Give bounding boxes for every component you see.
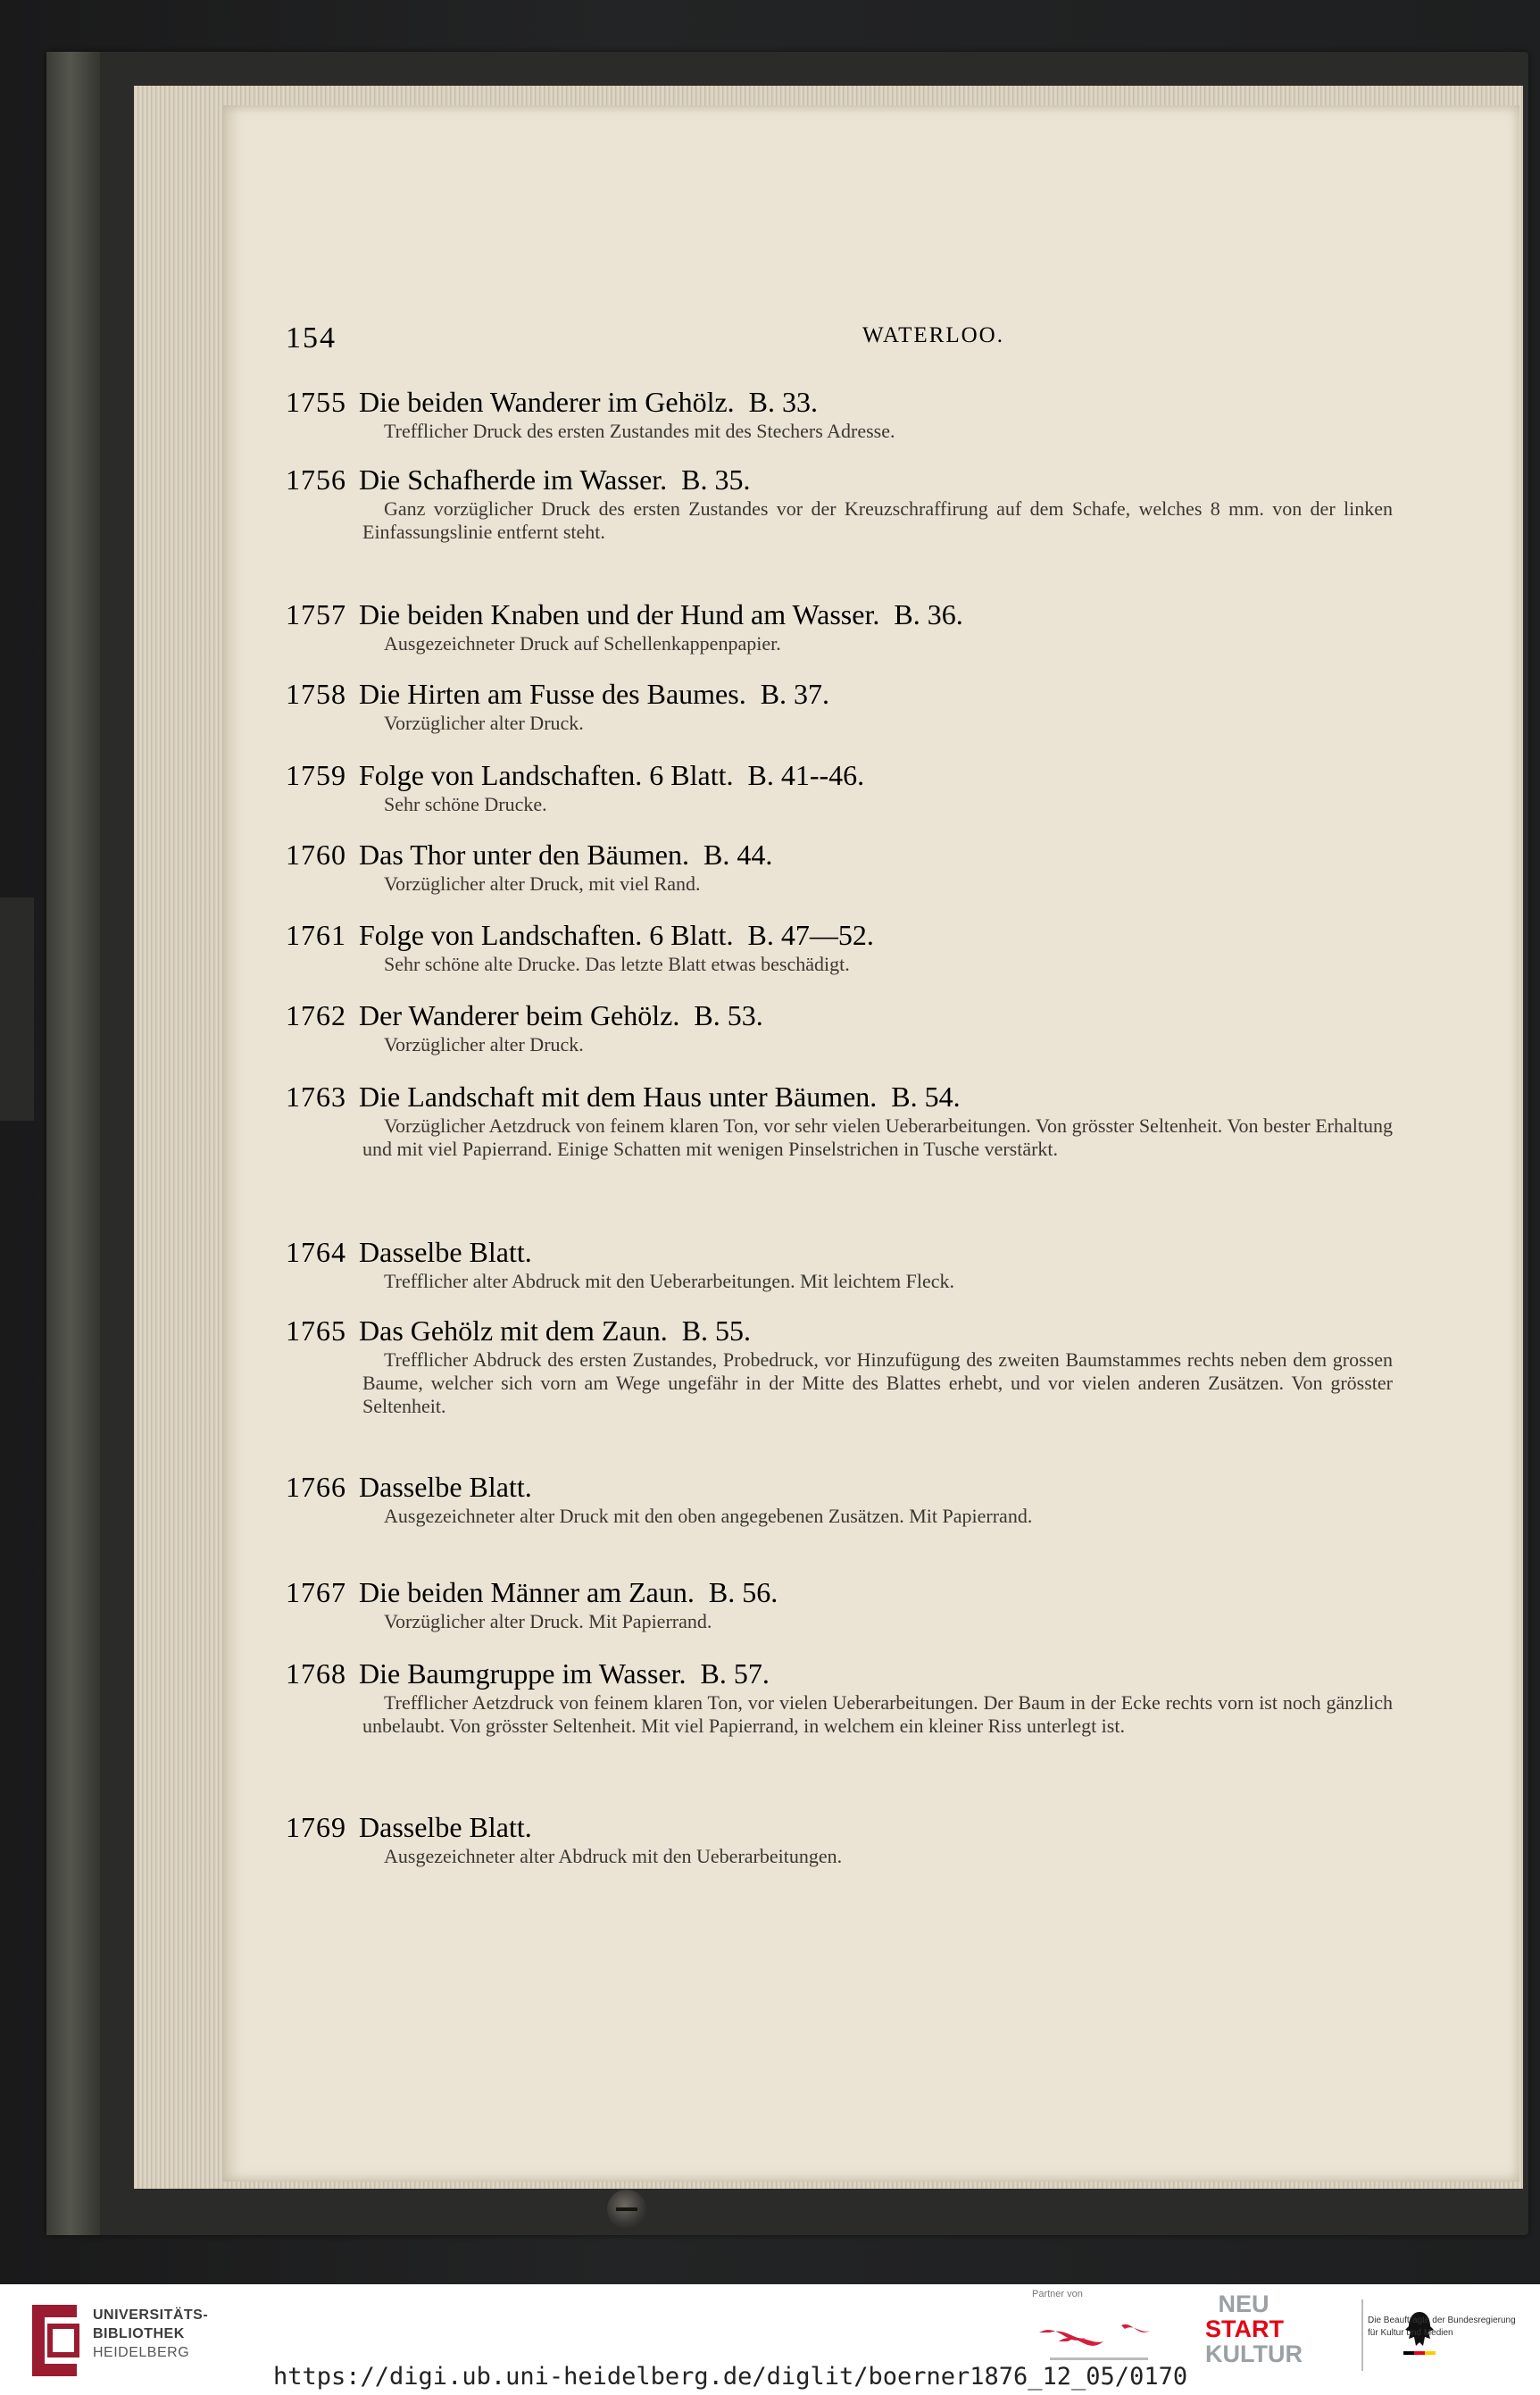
entry-number: 1764 (286, 1236, 346, 1268)
entry-number: 1768 (286, 1657, 346, 1690)
entry-title: Die Hirten am Fusse des Baumes. (359, 678, 746, 710)
entry-number: 1765 (286, 1314, 346, 1347)
catalogue-entry (286, 997, 1393, 1056)
neustart-kultur-logo[interactable] (1205, 2291, 1303, 2374)
library-name-line2: BIBLIOTHEK (93, 2326, 185, 2341)
entry-ref: B. 56. (708, 1576, 778, 1608)
catalogue-entry (286, 462, 1393, 544)
entry-title: Die Baumgruppe im Wasser. (359, 1657, 687, 1690)
entry-ref: B. 57. (700, 1657, 770, 1690)
page-number: 154 (286, 321, 337, 355)
entry-title: Die beiden Männer am Zaun. (359, 1576, 695, 1608)
entry-title: Die Schafherde im Wasser. (359, 463, 668, 496)
bund-divider (1361, 2299, 1363, 2371)
entry-ref: B. 36. (894, 598, 963, 630)
entry-title: Dasselbe Blatt. (359, 1811, 532, 1843)
entry-description: Vorzüglicher alter Druck, mit viel Rand. (384, 872, 701, 895)
entry-number: 1769 (286, 1811, 346, 1843)
bund-text-line2: für Kultur und Medien (1368, 2328, 1453, 2338)
catalogue-entry (286, 384, 1393, 443)
entry-number: 1767 (286, 1576, 346, 1608)
bund-text-line1: Die Beauftragte der Bundesregierung (1368, 2316, 1516, 2325)
entry-title: Dasselbe Blatt. (359, 1236, 532, 1268)
entry-number: 1761 (286, 919, 346, 951)
entry-ref: B. 47—52. (747, 919, 874, 951)
entry-ref: B. 54. (891, 1081, 961, 1113)
catalogue-entry (286, 1234, 1393, 1293)
entry-description: Ausgezeichneter Druck auf Schellenkappenpapier. (384, 632, 781, 655)
entry-number: 1760 (286, 839, 346, 871)
entry-number: 1763 (286, 1081, 346, 1113)
cover-spine-edge (46, 52, 100, 2235)
library-name-line1: UNIVERSITÄTS- (93, 2307, 209, 2323)
catalogue-entry (286, 757, 1393, 816)
entry-title: Das Gehölz mit dem Zaun. (359, 1314, 668, 1347)
running-head: WATERLOO. (862, 323, 1004, 347)
entry-description: Sehr schöne Drucke. (384, 793, 547, 815)
entry-title: Die Landschaft mit dem Haus unter Bäumen. (359, 1081, 878, 1113)
catalogue-entry (286, 1313, 1393, 1418)
catalogue-entry (286, 917, 1393, 976)
book-clasp (607, 2190, 646, 2229)
neustart-word-neu: NEU (1218, 2291, 1269, 2317)
catalogue-entry (286, 837, 1393, 896)
library-name-line3: HEIDELBERG (93, 2345, 190, 2360)
entry-title: Dasselbe Blatt. (359, 1471, 532, 1503)
neustart-word-kultur: KULTUR (1205, 2341, 1303, 2367)
catalogue-entry (286, 676, 1393, 735)
entry-number: 1756 (286, 463, 346, 496)
entry-ref: B. 35. (681, 463, 751, 496)
deutsche-digitale-bibliothek-logo[interactable] (1032, 2306, 1166, 2368)
neustart-word-start: START (1205, 2316, 1284, 2342)
entry-description: Vorzüglicher Aetzdruck von feinem klaren Ton, vor sehr vielen Ueberarbeitungen. Von grösster Seltenheit. Von bester Erhaltung und mit viel Papierrand. Einige Schatten mit wenigen Pinselstrichen in Tusche verstärkt. (362, 1114, 1393, 1160)
catalogue-entry (286, 1079, 1393, 1161)
entry-title: Die beiden Wanderer im Gehölz. (359, 386, 735, 418)
entry-description: Vorzüglicher alter Druck. (384, 712, 584, 734)
entry-description: Ganz vorzüglicher Druck des ersten Zustandes vor der Kreuzschraffirung auf dem Schafe, welches 8 mm. von der linken Einfassungslinie entfernt steht. (362, 497, 1393, 543)
entry-description: Vorzüglicher alter Druck. (384, 1033, 584, 1056)
catalogue-entry (286, 1574, 1393, 1633)
entry-description: Ausgezeichneter alter Abdruck mit den Ueberarbeitungen. (384, 1845, 843, 1867)
entry-title: Folge von Landschaften. 6 Blatt. (359, 759, 734, 791)
ub-heidelberg-logo[interactable] (27, 2299, 82, 2382)
entry-title: Der Wanderer beim Gehölz. (359, 999, 680, 1031)
entry-description: Sehr schöne alte Drucke. Das letzte Blatt etwas beschädigt. (384, 953, 850, 975)
book-strap (0, 897, 34, 1121)
catalogue-entry (286, 1809, 1393, 1868)
entry-title: Die beiden Knaben und der Hund am Wasser. (359, 598, 880, 630)
entry-ref: B. 33. (748, 386, 819, 418)
entry-number: 1755 (286, 386, 346, 418)
entry-title: Das Thor unter den Bäumen. (359, 839, 689, 871)
entry-number: 1758 (286, 678, 346, 710)
entry-number: 1759 (286, 759, 346, 791)
permalink-url[interactable]: https://digi.ub.uni-heidelberg.de/diglit/boerner1876_12_05/0170 (268, 2363, 1193, 2391)
entry-ref: B. 41--46. (747, 759, 865, 791)
entry-ref: B. 44. (703, 839, 773, 871)
catalogue-entry (286, 1469, 1393, 1528)
entry-description: Trefflicher Abdruck des ersten Zustandes, Probedruck, vor Hinzufügung des zweiten Baumstammes rechts neben dem grossen Baume, welcher sich vorn am Wege ungefähr in der Mitte des Blattes erhebt, und vor vielen anderen Zusätzen. Von grösster Seltenheit. (362, 1348, 1393, 1417)
partner-label: Partner von (1032, 2289, 1083, 2299)
entry-description: Ausgezeichneter alter Druck mit den oben angegebenen Zusätzen. Mit Papierrand. (384, 1505, 1033, 1527)
entry-number: 1757 (286, 598, 346, 630)
entry-description: Trefflicher Aetzdruck von feinem klaren Ton, vor vielen Ueberarbeitungen. Der Baum in der Ecke rechts vorn ist noch gänzlich unbelaubt. Von grösster Seltenheit. Mit viel Papierrand, in welchem ein kleiner Riss unterlegt ist. (362, 1691, 1393, 1737)
entry-ref: B. 55. (681, 1314, 752, 1347)
entry-number: 1766 (286, 1471, 346, 1503)
catalogue-entry (286, 597, 1393, 655)
entry-title: Folge von Landschaften. 6 Blatt. (359, 919, 734, 951)
entry-description: Vorzüglicher alter Druck. Mit Papierrand. (384, 1610, 712, 1632)
entry-ref: B. 37. (760, 678, 830, 710)
entry-number: 1762 (286, 999, 346, 1031)
entry-description: Trefflicher alter Abdruck mit den Ueberarbeitungen. Mit leichtem Fleck. (384, 1270, 955, 1292)
entry-ref: B. 53. (694, 999, 763, 1031)
entry-description: Trefflicher Druck des ersten Zustandes mit des Stechers Adresse. (384, 420, 895, 442)
catalogue-entry (286, 1656, 1393, 1738)
